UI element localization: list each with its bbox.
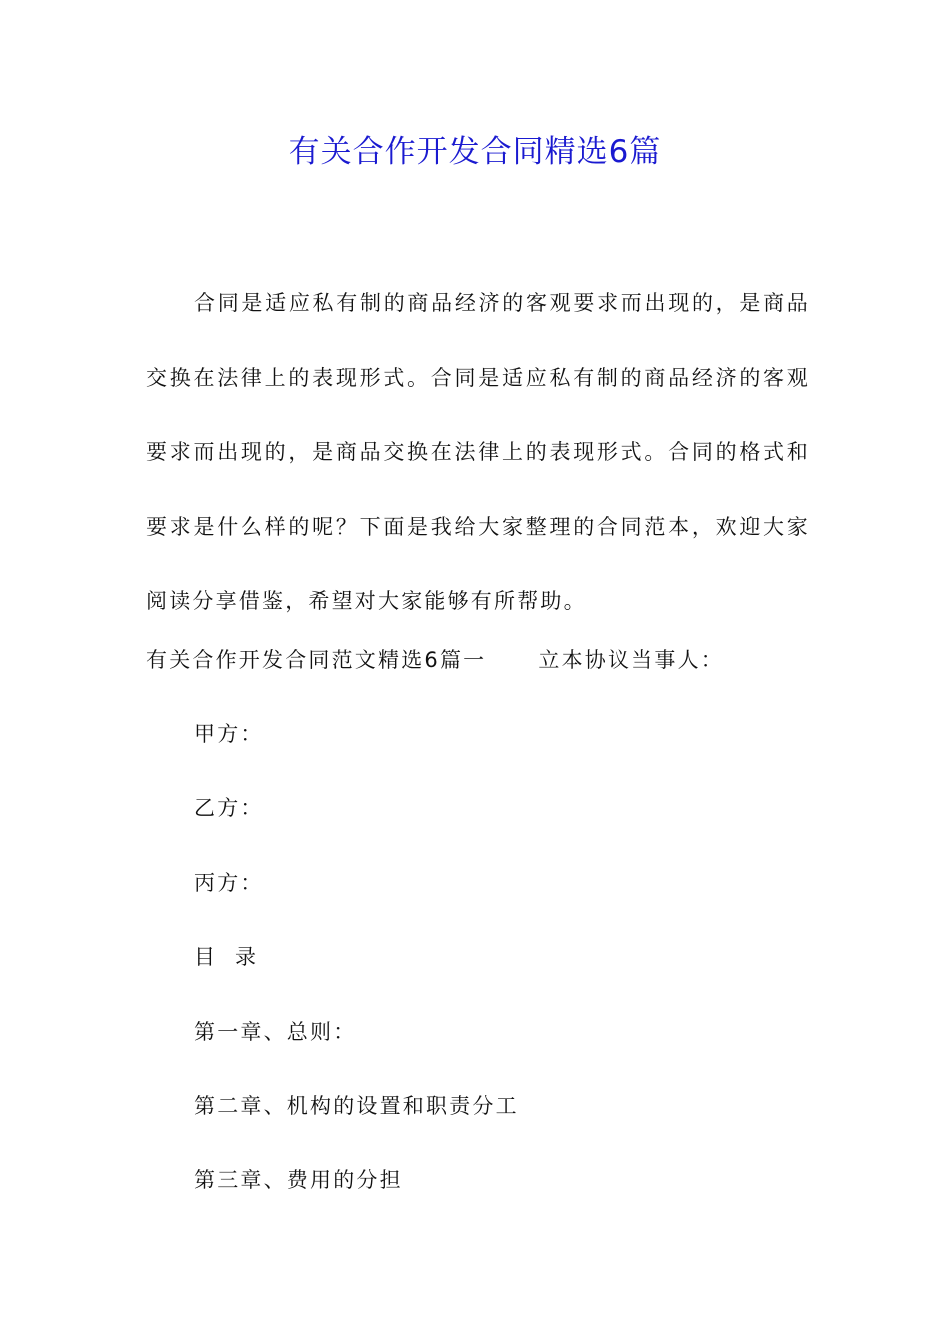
party-b-label: 乙方： [194, 796, 264, 820]
party-c-label: 丙方： [194, 871, 264, 895]
toc-title: 目 录 [194, 945, 259, 969]
chapter-1: 第一章、总则： [194, 1020, 357, 1044]
party-a-label: 甲方： [194, 722, 264, 746]
intro-paragraph: 合同是适应私有制的商品经济的客观要求而出现的，是商品交换在法律上的表现形式。合同是适应私有制的商品经济的客观要求而出现的，是商品交换在法律上的表现形式。合同的格式和要求是什么样的呢？下面是我给大家整理的合同范本，欢迎大家阅读分享借鉴，希望对大家能够有所帮助。 [146, 291, 810, 613]
section-heading: 有关合作开发合同范文精选6篇一 [146, 648, 487, 672]
section-heading-line [146, 644, 724, 676]
section-subheading: 立本协议当事人： [538, 648, 724, 672]
chapter-2: 第二章、机构的设置和职责分工 [194, 1094, 519, 1118]
chapter-3: 第三章、费用的分担 [194, 1168, 403, 1192]
document-title: 有关合作开发合同精选6篇 [288, 134, 662, 170]
